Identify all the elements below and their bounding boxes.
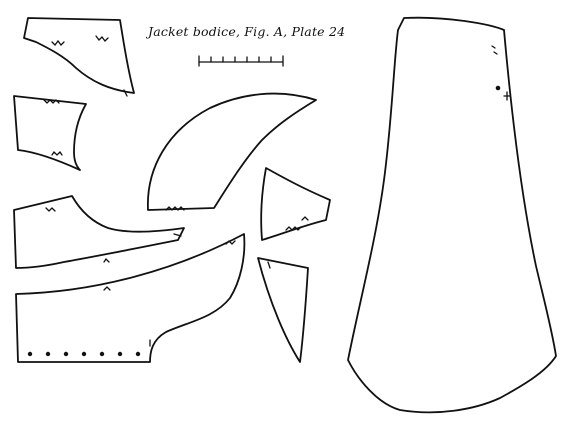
curved-facing-piece — [148, 94, 316, 210]
front-upper-piece — [14, 196, 184, 268]
collar-piece — [24, 18, 134, 96]
figure-caption: Jacket bodice, Fig. A, Plate 24 — [148, 24, 346, 39]
narrow-strip-piece — [258, 258, 308, 362]
front-lower-piece — [16, 234, 244, 362]
small-wedge-piece — [261, 168, 330, 240]
scale-bar — [199, 56, 283, 66]
side-front-piece — [14, 96, 86, 170]
back-piece — [348, 18, 556, 413]
